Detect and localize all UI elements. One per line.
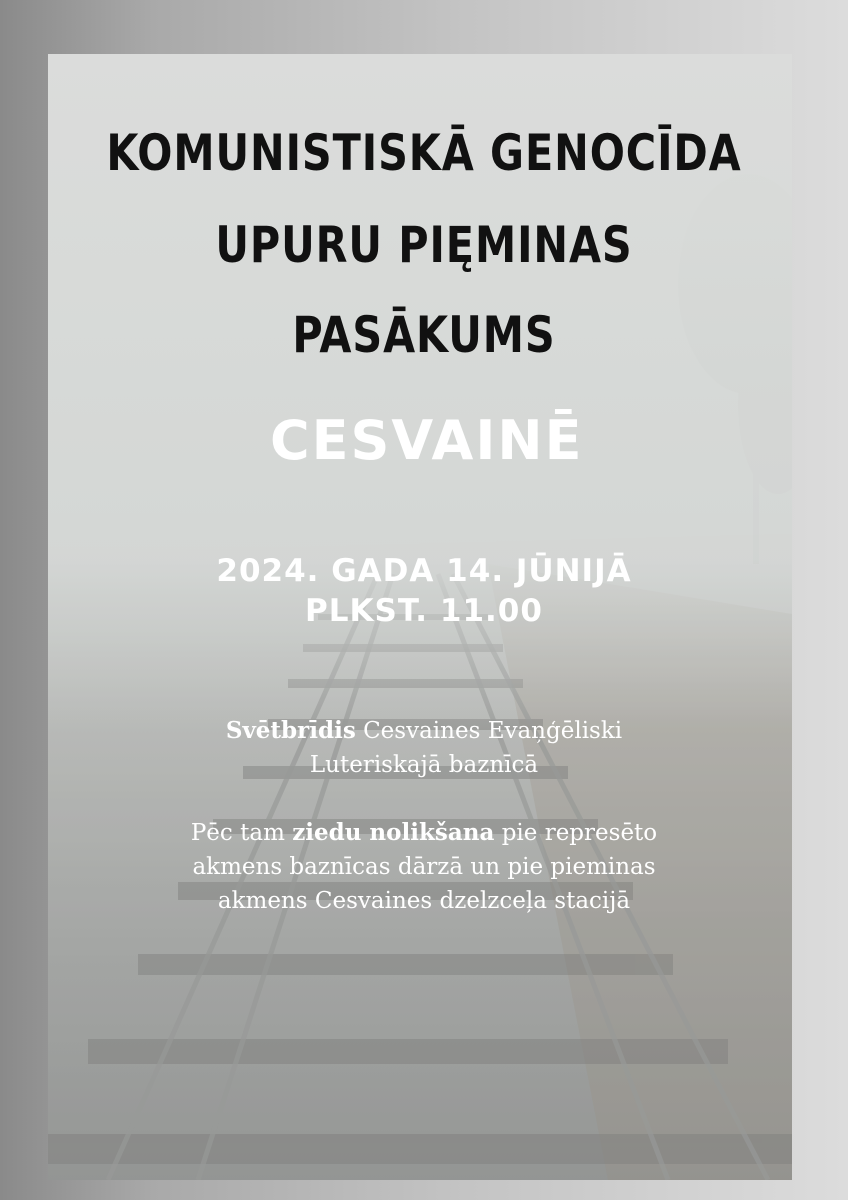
flowers-line-1-end: pie represēto	[494, 820, 658, 846]
title-line-1: KOMUNISTISKĀ GENOCĪDA	[106, 124, 742, 182]
service-paragraph	[0, 714, 848, 782]
event-date: 2024. GADA 14. JŪNIJĀ	[216, 553, 632, 589]
service-line-2: Luteriskajā baznīcā	[309, 752, 539, 778]
title-line-2: UPURU PIĘMINAS	[215, 216, 633, 274]
flowers-bold-text: ziedu nolikšana	[292, 819, 495, 846]
event-time: PLKST. 11.00	[305, 593, 543, 629]
service-line-1-rest: Cesvaines Evaņģēliski	[355, 718, 623, 744]
flowers-line-1	[0, 816, 848, 850]
title-line-3: PASĀKUMS	[292, 306, 556, 364]
flowers-line-3: akmens Cesvaines dzelzceļa stacijā	[217, 888, 631, 914]
flowers-line-2: akmens baznīcas dārzā un pie pieminas	[192, 854, 656, 880]
event-place: CESVAINĒ	[270, 409, 584, 472]
flowers-paragraph	[0, 816, 848, 918]
service-line-1	[0, 714, 848, 748]
flowers-line-1-start: Pēc tam	[190, 820, 293, 846]
service-bold-text: Svētbrīdis	[225, 717, 356, 744]
